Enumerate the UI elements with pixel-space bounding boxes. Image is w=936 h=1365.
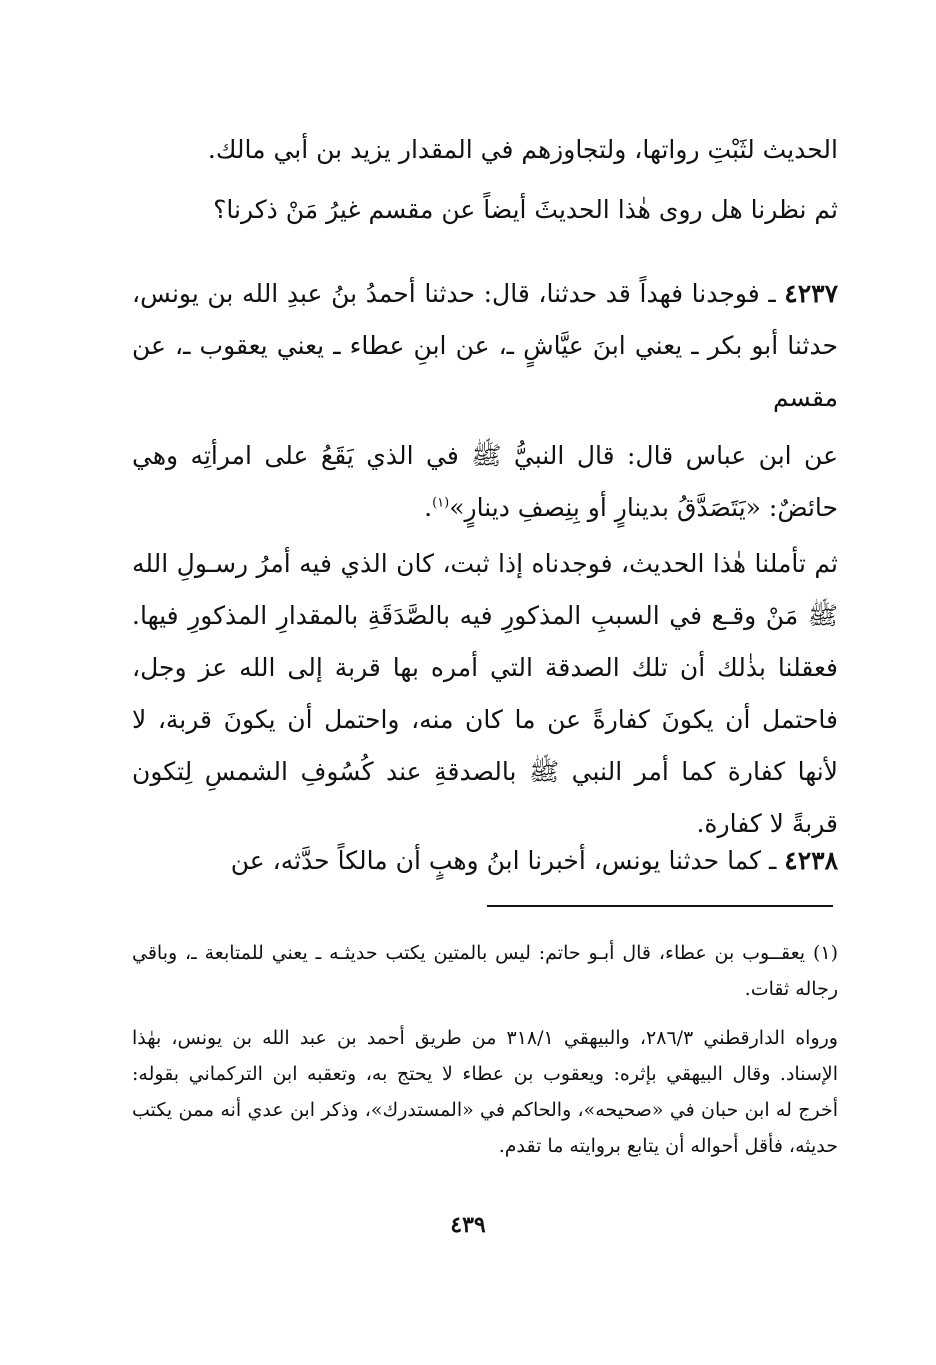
hadith-4238 bbox=[132, 835, 838, 887]
footnote-separator-rule bbox=[487, 905, 833, 907]
footnote-1-continuation bbox=[132, 1020, 838, 1164]
hadith-4237-matn bbox=[132, 430, 838, 534]
footnote-reference-1[interactable]: (١) bbox=[432, 495, 450, 511]
hadith-4237-matn-text: عن ابن عباس قال: قال النبيُّ ﷺ في الذي يَقَعُ على امرأتِه وهي حائضٌ: «يَتَصَدَّقُ بدينارٍ أو بِنِصفِ دينارٍ» bbox=[132, 441, 838, 522]
intro-line1-text: الحديث لثَبْتِ رواتها، ولتجاوزهم في المقدار يزيد بن أبي مالك. bbox=[207, 135, 838, 164]
hadith-4238-paragraph bbox=[132, 835, 838, 887]
commentary-text: ثم تأملنا هٰذا الحديث، فوجدناه إذا ثبت، كان الذي فيه أمرُ رسـولِ الله ﷺ مَنْ وقـع في السببِ المذكورِ فيه بالصَّدَقَةِ بالمقدارِ المذكورِ فيها. فعقلنا بذٰلك أن تلك الصدقة التي أمره بها قربة إلى الله عز وجل، فاحتمل أن يكونَ كفارةً عن ما كان منه، واحتمل أن يكونَ قربة، لا لأنها كفارة كما أمر النبي ﷺ بالصدقةِ عند كُسُوفِ الشمسِ لِتكون قربةً لا كفارة. bbox=[132, 549, 838, 838]
footnote-1 bbox=[132, 935, 838, 1007]
hadith-4237-isnad-text: ـ فوجدنا فهداً قد حدثنا، قال: حدثنا أحمدُ بنُ عبدِ الله بن يونس، حدثنا أبو بكر ـ يعني ابنَ عيَّاشٍ ـ، عن ابنِ عطاء ـ يعني يعقوب ـ، عن مقسم bbox=[132, 279, 838, 412]
main-paragraph-intro-line1 bbox=[132, 124, 838, 176]
hadith-4237-matn-paragraph bbox=[132, 430, 838, 534]
hadith-4238-text: ـ كما حدثنا يونس، أخبرنا ابنُ وهبٍ أن مالكاً حدَّثه، عن bbox=[230, 846, 785, 875]
hadith-4238-number: ٤٢٣٨ bbox=[784, 846, 838, 875]
intro-line2-text: ثم نظرنا هل روى هٰذا الحديثَ أيضاً عن مقسم غيرُ مَنْ ذكرنا؟ bbox=[213, 195, 838, 224]
hadith-4237-number: ٤٢٣٧ bbox=[784, 279, 838, 308]
footnote-1-text: (١) يعقــوب بن عطاء، قال أبـو حاتم: ليس بالمتين يكتب حديثـه ـ يعني للمتابعة ـ، وباقي رجاله ثقات. bbox=[132, 942, 838, 1000]
hadith-4237-isnad-paragraph bbox=[132, 268, 838, 424]
hadith-4237-isnad bbox=[132, 268, 838, 424]
hadith-4237-matn-end: . bbox=[424, 493, 433, 522]
commentary-paragraph bbox=[132, 538, 838, 850]
footnote-1-continuation-text: ورواه الدارقطني ٢٨٦/٣، والبيهقي ٣١٨/١ من طريق أحمد بن عبد الله بن يونس، بهٰذا الإسناد. وقال البيهقي بإثره: ويعقوب بن عطاء لا يحتج به، وتعقبه ابن التركماني بقوله: أخرج له ابن حبان في «صحيحه»، والحاكم في «المستدرك»، وذكر ابن عدي أنه ممن يكتب حديثه، فأقل أحواله أن يتابع بروايته ما تقدم. bbox=[132, 1027, 838, 1157]
page-number: ٤٣٩ bbox=[450, 1212, 486, 1238]
main-paragraph-intro-line2 bbox=[132, 184, 838, 236]
